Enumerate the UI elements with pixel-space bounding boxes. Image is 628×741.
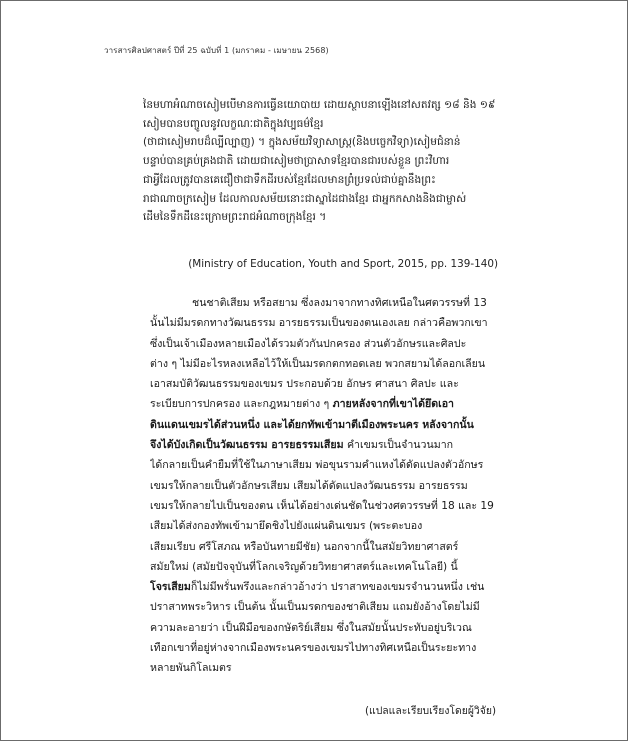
paragraph-line: เทือกเขาที่อยู่ห่างจากเมืองพระนครของเขมรไปทางทิศเหนือเป็นระยะทาง — [150, 642, 477, 655]
paragraph-line: เสียมเรียบ ศรีโสภณ หรือบันทายมีชัย) นอกจากนี้ในสมัยวิทยาศาสตร์ — [150, 540, 459, 553]
paragraph-text: ระเบียบการปกครอง และกฎหมายต่าง ๆ — [150, 398, 333, 411]
quote-line: រាជាណាចក្រសៀម ដែលកាលសម័យនោះជាស្នាដៃជាងខ្មែរ ជាអ្នកកសាងនិងជាម្ចាស់ — [143, 192, 467, 205]
paragraph-line: ซึ่งเป็นเจ้าเมืองหลายเมืองได้รวมตัวกันปกครอง ส่วนตัวอักษรและศิลปะ — [150, 337, 467, 350]
khmer-quote-block — [143, 96, 513, 227]
quote-line: នៃមហាអំណាចសៀមបើមានការធ្វើនយោបាយ ដោយស្ថាបនាឡើងនៅសតវត្ស ១៨ និង ១៩ — [143, 99, 496, 111]
quote-line: សៀមបានបញ្ចូលនូវលក្ខណៈជាតិក្នុងវប្បធម៌ខ្មែរ — [143, 117, 324, 130]
paragraph-line: ได้กลายเป็นคำยืมที่ใช้ในภาษาเสียม พ่อขุนรามคำแหงได้ดัดแปลงตัวอักษร — [150, 459, 484, 472]
emphasis-text: โจรเสียม — [150, 581, 191, 594]
paragraph-line: เขมรให้กลายเป็นตัวอักษรเสียม เสียมได้ดัดแปลงวัฒนธรรม อารยธรรม — [150, 479, 468, 492]
paragraph-line: ความละอายว่า เป็นฝีมือของกษัตริย์เสียม ซึ่งในสมัยนั้นประทับอยู่บริเวณ — [150, 621, 472, 634]
paragraph-line — [150, 415, 503, 435]
emphasis-text: จึงได้บังเกิดเป็นวัฒนธรรม อารยธรรมเสียม — [150, 439, 344, 452]
paragraph-line: ชนชาติเสียม หรือสยาม ซึ่งลงมาจากทางทิศเหนือในศตวรรษที่ 13 — [192, 297, 487, 309]
paragraph-line — [150, 577, 503, 597]
emphasis-text: ภายหลังจากที่เขาได้ยึดเอา — [332, 398, 455, 411]
translation-credit: (แปลและเรียบเรียงโดยผู้วิจัย) — [364, 705, 496, 717]
quote-line: ជាអ្វីដែលត្រូវបានគេជឿថាជាទឹកដីរបស់ខ្មែរដែលមានព្រំប្រទល់ជាប់គ្នានឹងព្រះ — [143, 173, 436, 186]
paragraph-line — [150, 435, 503, 455]
quote-line: បន្ទាប់បានគ្រប់គ្រងជាតិ ដោយជាសៀមថាប្រាសាទខ្មែរបានជារបស់ខ្លួន ព្រះវិហារ — [143, 155, 450, 168]
paragraph-text: คำเขมรเป็นจำนวนมาก — [343, 439, 454, 452]
paragraph-line: เอาสมบัติวัฒนธรรมของเขมร ประกอบด้วย อักษร ศาสนา ศิลปะ และ — [150, 378, 459, 391]
paragraph-line — [150, 394, 503, 414]
quote-citation: (Ministry of Education, Youth and Sport, 2015, pp. 139-140) — [188, 258, 498, 270]
emphasis-text: ดินแดนเขมรได้ส่วนหนึ่ง และได้ยกทัพเข้ามาตีเมืองพระนคร หลังจากนั้น — [150, 418, 474, 431]
thai-translation-paragraph — [150, 293, 503, 679]
paragraph-line: นั้นไม่มีมรดกทางวัฒนธรรม อารยธรรมเป็นของตนเองเลย กล่าวคือพวกเขา — [150, 317, 488, 330]
paragraph-line: ต่าง ๆ ไม่มีอะไรหลงเหลือไว้ให้เป็นมรดกตกทอดเลย พวกสยามได้ลอกเลียน — [150, 357, 486, 370]
journal-header: วารสารศิลปศาสตร์ ปีที่ 25 ฉบับที่ 1 (มกราคม - เมษายน 2568) — [104, 46, 329, 55]
quote-line: (ថាជាសៀមរាបដ៏ល្បីល្បាញ) ។ ក្នុងសម័យវិទ្យាសាស្ត្រ(និងបច្ចេកវិទ្យា)សៀមជំនាន់ — [143, 136, 461, 149]
paragraph-line: หลายพันกิโลเมตร — [150, 662, 232, 675]
paragraph-line: ปราสาทพระวิหาร เป็นต้น นั้นเป็นมรดกของชาติเสียม แถมยังอ้างโดยไม่มี — [150, 601, 480, 614]
paragraph-line: เขมรให้กลายไปเป็นของตน เห็นได้อย่างเด่นชัดในช่วงศตวรรษที่ 18 และ 19 — [150, 499, 494, 512]
paragraph-line: เสียมได้ส่งกองทัพเข้ามายึดชิงไปยังแผ่นดินเขมร (พระตะบอง — [150, 520, 423, 533]
paragraph-line: สมัยใหม่ (สมัยปัจจุบันที่โลกเจริญด้วยวิทยาศาสตร์และเทคโนโลยี) นี้ — [150, 560, 458, 573]
paragraph-text: ก็ไม่มีพรั่นพรึงและกล่าวอ้างว่า ปราสาทของเขมรจำนวนหนึ่ง เช่น — [190, 581, 485, 594]
quote-line: ដើមនៃទឹកដីនេះក្រោមព្រះរាជអំណាចក្រុងខ្មែរ ។ — [143, 211, 327, 224]
